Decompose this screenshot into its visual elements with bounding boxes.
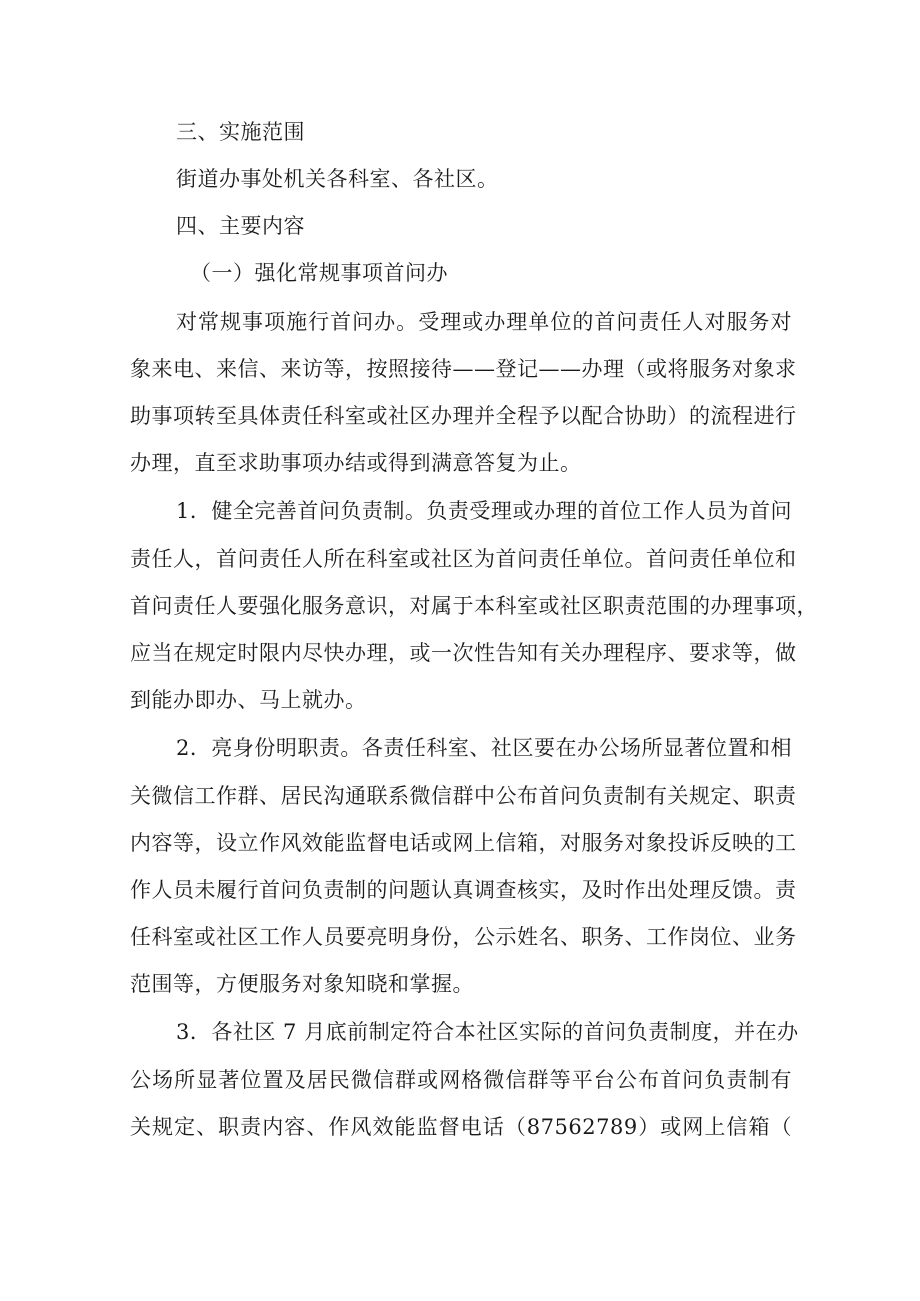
para-4-line-1: 3．各社区 7 月底前制定符合本社区实际的首问负责制度，并在办	[176, 1020, 799, 1044]
scope-text: 街道办事处机关各科室、各社区。	[176, 167, 499, 191]
para-1-line-1: 对常规事项施行首问办。受理或办理单位的首问责任人对服务对	[176, 310, 792, 334]
para-1-line-2: 象来电、来信、来访等，按照接待——登记——办理（或将服务对象求	[130, 357, 797, 381]
para-3-line-6: 范围等，方便服务对象知晓和掌握。	[130, 972, 474, 996]
para-1-line-4: 办理，直至求助事项办结或得到满意答复为止。	[130, 451, 582, 475]
para-1-line-3: 助事项转至具体责任科室或社区办理并全程予以配合协助）的流程进行	[130, 404, 797, 428]
para-2-line-4: 应当在规定时限内尽快办理，或一次性告知有关办理程序、要求等，做	[130, 641, 797, 665]
para-3-line-4: 作人员未履行首问负责制的问题认真调查核实，及时作出处理反馈。责	[130, 878, 797, 902]
heading-content: 四、主要内容	[176, 214, 305, 238]
subheading-1: （一）强化常规事项首问办	[190, 261, 448, 285]
para-2-line-3: 首问责任人要强化服务意识，对属于本科室或社区职责范围的办理事项，	[130, 594, 818, 618]
para-3-line-2: 关微信工作群、居民沟通联系微信群中公布首问负责制有关规定、职责	[130, 784, 797, 808]
para-2-line-1: 1．健全完善首问负责制。负责受理或办理的首位工作人员为首问	[176, 499, 792, 523]
para-2-line-2: 责任人，首问责任人所在科室或社区为首问责任单位。首问责任单位和	[130, 547, 797, 571]
heading-scope: 三、实施范围	[176, 120, 305, 144]
para-3-line-3: 内容等，设立作风效能监督电话或网上信箱，对服务对象投诉反映的工	[130, 831, 797, 855]
para-3-line-5: 任科室或社区工作人员要亮明身份，公示姓名、职务、工作岗位、业务	[130, 925, 797, 949]
para-4-line-3: 关规定、职责内容、作风效能监督电话（87562789）或网上信箱（	[130, 1115, 792, 1139]
para-3-line-1: 2．亮身份明职责。各责任科室、社区要在办公场所显著位置和相	[176, 736, 792, 760]
para-2-line-5: 到能办即办、马上就办。	[130, 688, 367, 712]
para-4-line-2: 公场所显著位置及居民微信群或网格微信群等平台公布首问负责制有	[130, 1068, 792, 1092]
